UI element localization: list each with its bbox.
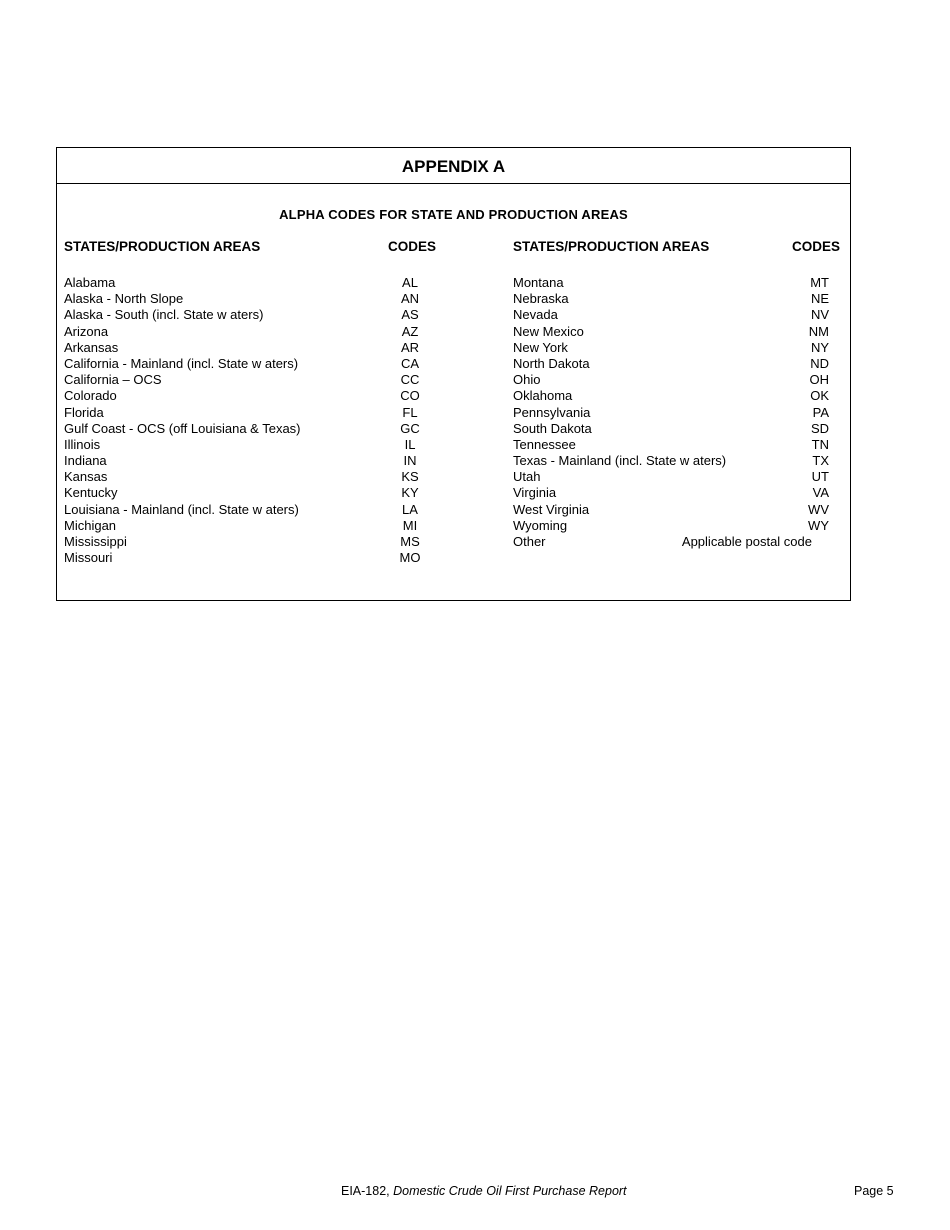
left-names-column [64,275,301,566]
code-cell: GC [400,420,420,436]
code-cell-other: Applicable postal code [681,534,812,549]
code-cell: IN [403,453,417,469]
list-item: South Dakota [513,420,592,436]
list-item: Kentucky [64,485,118,501]
code-cell: WV [808,501,829,517]
list-item: Arkansas [64,339,119,355]
list-item: Ohio [513,372,541,388]
list-item: Utah [513,469,541,485]
list-item: Indiana [64,453,107,469]
list-item: Tennessee [513,436,576,452]
code-cell: AN [400,291,420,307]
code-cell: CA [400,355,420,371]
list-item: Oklahoma [513,388,573,404]
code-cell: NY [810,339,829,355]
code-cell: LA [402,501,418,517]
code-cell: OH [809,372,829,388]
list-item: Louisiana - Mainland (incl. State w aters) [64,501,299,517]
list-item: Texas - Mainland (incl. State w aters) [513,453,727,469]
list-item: Nebraska [513,291,569,307]
right-codes-column [677,275,837,550]
code-cell: NM [808,323,829,339]
code-cell: SD [810,420,829,436]
list-item: Arizona [64,323,109,339]
code-cell: CO [400,388,420,404]
code-cell: MS [400,534,420,549]
code-cell: UT [811,469,829,485]
code-cell: ND [810,355,829,371]
code-cell: WY [808,517,829,533]
list-item: New York [513,339,568,355]
list-item: Alaska - South (incl. State w aters) [64,307,264,323]
footer-report: Domestic Crude Oil First Purchase Report [393,1184,627,1198]
list-item: Alaska - North Slope [64,291,184,307]
list-item: California - Mainland (incl. State w aters) [64,355,299,371]
code-cell: AR [400,339,420,355]
list-item: New Mexico [513,323,584,339]
code-cell: KY [401,485,419,501]
list-item: Missouri [64,550,113,566]
code-cell: AL [402,275,418,290]
list-item: Wyoming [513,517,568,533]
list-item: Illinois [64,436,101,452]
list-item: Michigan [64,517,117,533]
list-item: West Virginia [513,501,590,517]
list-item: Nevada [513,307,558,323]
code-cell: KS [401,469,419,485]
list-item: Mississippi [64,534,127,549]
header-left-code: CODES [388,239,437,254]
list-item: California – OCS [64,372,162,388]
left-codes-column [390,275,430,566]
appendix-title: APPENDIX A [57,148,850,184]
table-title: ALPHA CODES FOR STATE AND PRODUCTION AREAS [279,207,628,222]
header-right-code: CODES [792,239,841,254]
code-cell: MO [399,550,421,566]
code-cell: MI [402,517,418,533]
appendix-box [56,147,851,601]
header-left-area: STATES/PRODUCTION AREAS [64,239,261,254]
code-cell: AS [401,307,419,323]
list-item: Gulf Coast - OCS (off Louisiana & Texas) [64,420,301,436]
list-item: Other [513,534,546,549]
list-item: Colorado [64,388,117,404]
list-item: Pennsylvania [513,404,591,420]
page-number: Page 5 [854,1184,894,1198]
code-cell: CC [400,372,420,388]
list-item: Kansas [64,469,108,485]
footer-form: EIA-182, [341,1184,394,1198]
list-item: Montana [513,275,564,290]
code-cell: TX [812,453,829,469]
code-cell: TN [811,436,829,452]
list-item: North Dakota [513,355,590,371]
code-cell: VA [812,485,829,501]
list-item: Virginia [513,485,557,501]
code-cell: NE [810,291,829,307]
code-cell: PA [812,404,829,420]
header-right-area: STATES/PRODUCTION AREAS [513,239,710,254]
code-cell: IL [404,436,416,452]
code-cell: AZ [401,323,419,339]
code-cell: MT [810,275,829,290]
list-item: Florida [64,404,104,420]
code-cell: NV [810,307,829,323]
footer-report-title [341,1184,627,1198]
code-cell: FL [402,404,418,420]
code-cell: OK [810,388,829,404]
list-item: Alabama [64,275,116,290]
